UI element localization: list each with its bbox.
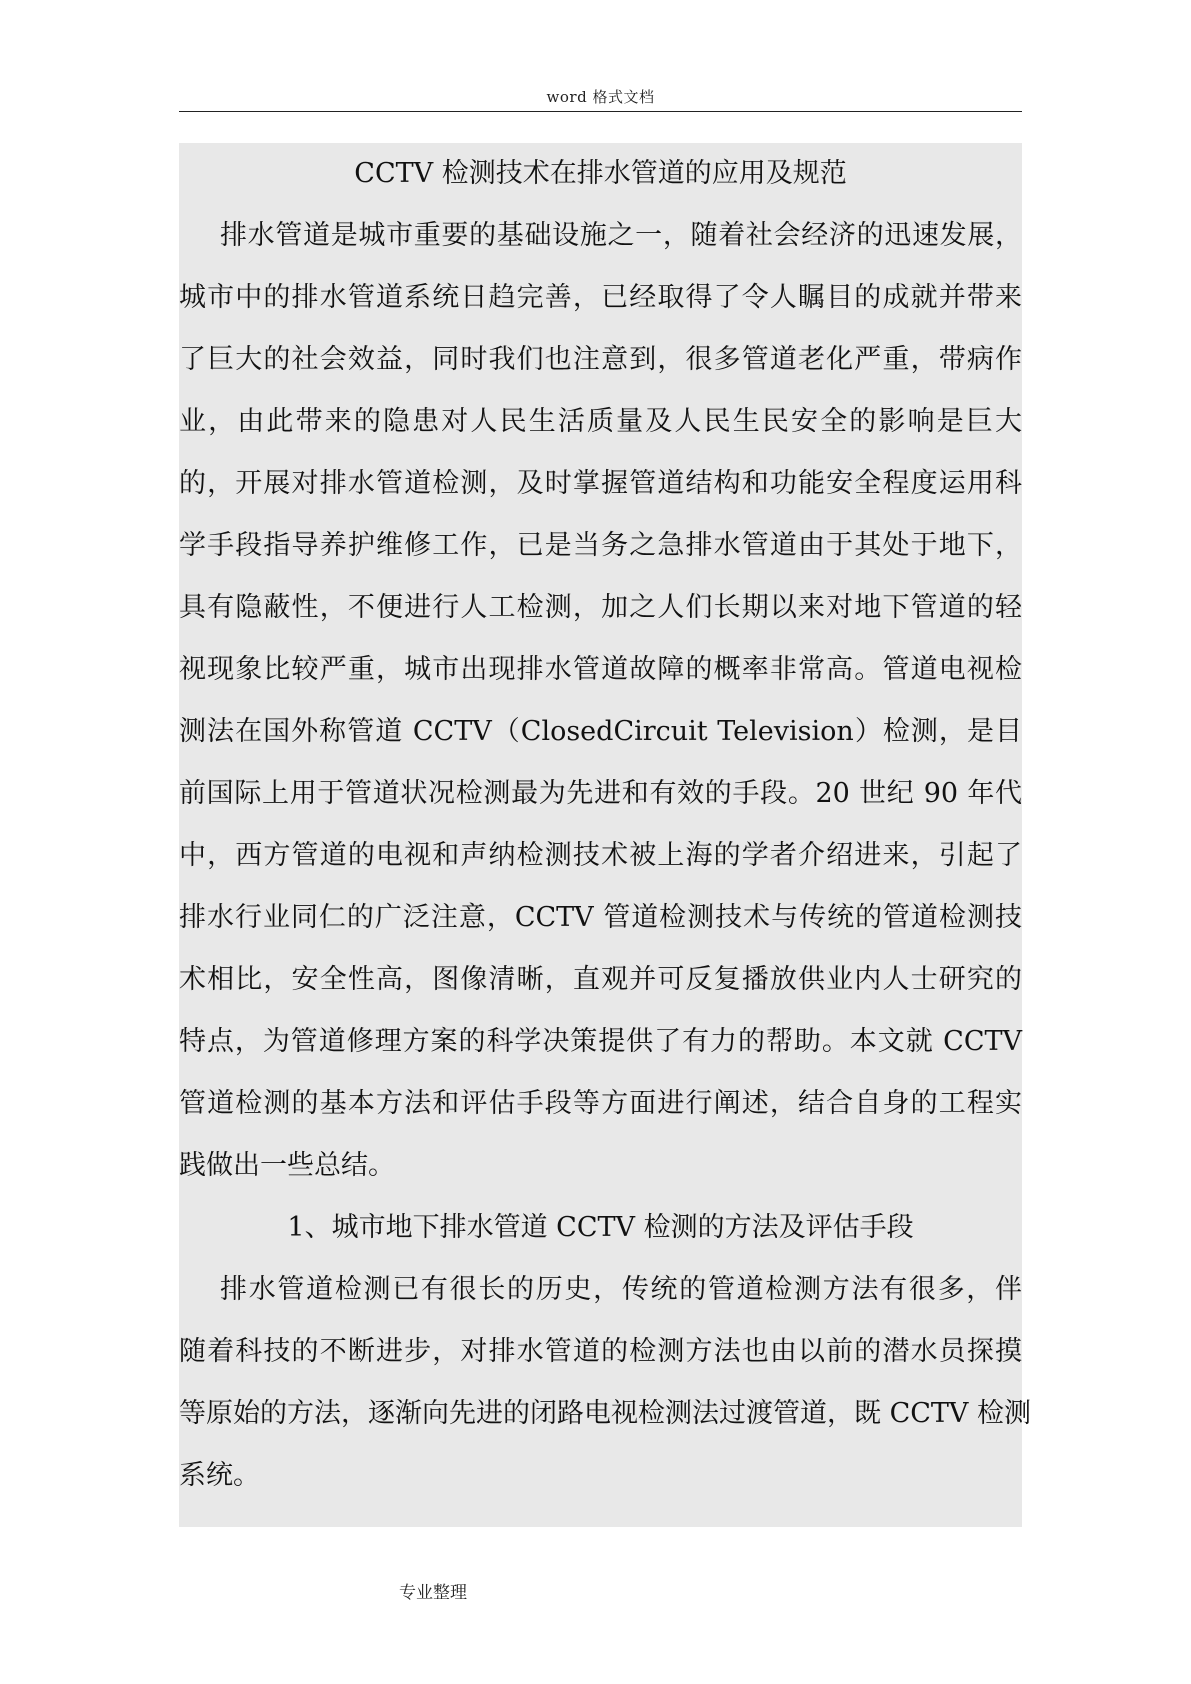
paragraph-line: 测法在国外称管道 CCTV（ClosedCircuit Television）检测，是目 <box>179 716 1022 747</box>
paragraph-line: 中，西方管道的电视和声纳检测技术被上海的学者介绍进来，引起了 <box>179 840 1022 871</box>
paragraph-line: 的，开展对排水管道检测，及时掌握管道结构和功能安全程度运用科 <box>179 468 1022 499</box>
document-body <box>179 143 1031 1527</box>
paragraph-line: 城市中的排水管道系统日趋完善，已经取得了令人瞩目的成就并带来 <box>179 282 1022 313</box>
page-header: word 格式文档 <box>546 88 655 106</box>
paragraph-line: 系统。 <box>179 1460 260 1491</box>
paragraph-line: 等原始的方法，逐渐向先进的闭路电视检测法过渡管道，既 CCTV 检测 <box>179 1398 1031 1429</box>
paragraph-line: 特点，为管道修理方案的科学决策提供了有力的帮助。本文就 CCTV <box>179 1026 1022 1057</box>
paragraph-line: 排水管道是城市重要的基础设施之一，随着社会经济的迅速发展， <box>220 220 1022 251</box>
paragraph-line: 管道检测的基本方法和评估手段等方面进行阐述，结合自身的工程实 <box>179 1088 1022 1119</box>
paragraph-line: 排水管道检测已有很长的历史，传统的管道检测方法有很多，伴 <box>220 1274 1022 1305</box>
header-divider <box>179 111 1022 112</box>
page-footer: 专业整理 <box>399 1583 467 1603</box>
document-title: CCTV 检测技术在排水管道的应用及规范 <box>354 158 847 189</box>
paragraph-line: 践做出一些总结。 <box>179 1150 395 1181</box>
paragraph-line: 学手段指导养护维修工作，已是当务之急排水管道由于其处于地下， <box>179 530 1022 561</box>
paragraph-line: 随着科技的不断进步，对排水管道的检测方法也由以前的潜水员探摸 <box>179 1336 1022 1367</box>
paragraph-line: 视现象比较严重，城市出现排水管道故障的概率非常高。管道电视检 <box>179 654 1022 685</box>
paragraph-line: 前国际上用于管道状况检测最为先进和有效的手段。20 世纪 90 年代 <box>179 778 1022 809</box>
paragraph-line: 术相比，安全性高，图像清晰，直观并可反复播放供业内人士研究的 <box>179 964 1022 995</box>
paragraph-line: 排水行业同仁的广泛注意，CCTV 管道检测技术与传统的管道检测技 <box>179 902 1022 933</box>
paragraph-line: 了巨大的社会效益，同时我们也注意到，很多管道老化严重，带病作 <box>179 344 1022 375</box>
paragraph-line: 具有隐蔽性，不便进行人工检测，加之人们长期以来对地下管道的轻 <box>179 592 1022 623</box>
paragraph-line: 业，由此带来的隐患对人民生活质量及人民生民安全的影响是巨大 <box>179 406 1022 437</box>
section-heading: 1、城市地下排水管道 CCTV 检测的方法及评估手段 <box>287 1212 914 1243</box>
